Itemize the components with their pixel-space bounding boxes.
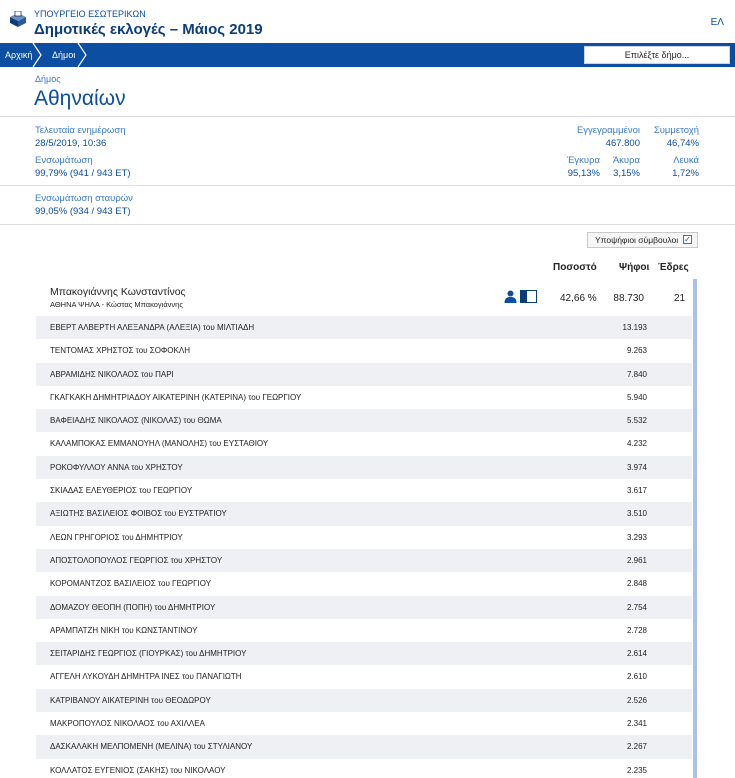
integration-label: Ενσωμάτωση (35, 155, 93, 166)
registered-value: 467.800 (605, 138, 640, 149)
app-header (0, 0, 735, 43)
breadcrumb-municipalities[interactable]: Δήμοι (52, 50, 76, 60)
candidate-name: ΕΒΕΡΤ ΑΛΒΕΡΤΗ ΑΛΕΞΑΝΔΡΑ (ΑΛΕΞΙΑ) του ΜΙΛΤΙΑΔΗ (50, 323, 255, 332)
candidate-votes: 2.235 (626, 765, 647, 775)
candidate-name: ΑΒΡΑΜΙΔΗΣ ΝΙΚΟΛΑΟΣ του ΠΑΡΙ (50, 369, 174, 379)
ballot-box-icon (9, 11, 27, 27)
divider (0, 116, 735, 117)
cross-integration-value: 99,05% (934 / 943 ΕΤ) (35, 206, 131, 217)
chevron-right-icon (77, 43, 87, 67)
party-votes: 88.730 (613, 293, 644, 304)
candidate-row[interactable] (36, 549, 692, 572)
last-update-label: Τελευταία ενημέρωση (35, 125, 126, 136)
candidate-name: ΜΑΚΡΟΠΟΥΛΟΣ ΝΙΚΟΛΑΟΣ του ΑΧΙΛΛΕΑ (50, 719, 205, 729)
registered-label: Εγγεγραμμένοι (576, 125, 640, 136)
candidate-votes: 7.840 (626, 369, 647, 379)
candidate-votes: 2.848 (626, 579, 647, 589)
candidate-votes: 3.974 (626, 462, 647, 472)
candidate-votes: 3.510 (626, 509, 647, 519)
party-leader-name: Μπακογιάννης Κωνσταντίνος (50, 286, 186, 298)
candidate-name: ΣΕΙΤΑΡΙΔΗΣ ΓΕΩΡΓΙΟΣ (ΓΙΟΥΡΚΑΣ) του ΔΗΜΗΤΡΙΟΥ (50, 649, 247, 659)
candidate-row[interactable] (36, 665, 692, 688)
party-color-rail (693, 279, 697, 778)
turnout-value: 46,74% (666, 138, 699, 149)
breadcrumb (0, 43, 735, 67)
select-municipality-button[interactable]: Επιλέξτε δήμο... (584, 46, 730, 64)
candidate-votes: 13.193 (622, 323, 647, 332)
candidate-row[interactable] (36, 456, 692, 479)
candidate-row[interactable] (36, 689, 692, 712)
integration-value: 99,79% (941 / 943 ΕΤ) (35, 168, 131, 179)
divider (0, 185, 735, 186)
valid-label: Έγκυρα (566, 155, 600, 166)
candidate-row[interactable] (36, 409, 692, 432)
candidate-votes: 3.293 (626, 532, 647, 542)
candidate-row[interactable] (36, 596, 692, 619)
candidate-name: ΚΟΡΟΜΑΝΤΖΟΣ ΒΑΣΙΛΕΙΟΣ του ΓΕΩΡΓΙΟΥ (50, 579, 212, 589)
candidate-votes: 2.267 (626, 742, 647, 752)
candidate-name: ΑΠΟΣΤΟΛΟΠΟΥΛΟΣ ΓΕΩΡΓΙΟΣ του ΧΡΗΣΤΟΥ (50, 555, 223, 565)
breadcrumb-home[interactable]: Αρχική (5, 50, 33, 60)
candidate-votes: 5.532 (626, 416, 647, 426)
invalid-label: Άκυρα (612, 155, 640, 166)
candidate-list (36, 316, 692, 778)
blank-value: 1,72% (672, 168, 699, 179)
candidate-name: ΣΚΙΑΔΑΣ ΕΛΕΥΘΕΡΙΟΣ του ΓΕΩΡΓΙΟΥ (50, 486, 193, 496)
page-title[interactable]: Δημοτικές εκλογές – Μάιος 2019 (34, 21, 263, 38)
chevron-right-icon (32, 43, 42, 67)
candidate-votes: 2.526 (626, 695, 647, 705)
vote-share-bar-icon (520, 290, 537, 303)
candidate-name: ΚΑΤΡΙΒΑΝΟΥ ΑΙΚΑΤΕΡΙΝΗ του ΘΕΟΔΩΡΟΥ (50, 695, 211, 705)
candidate-name: ΓΚΑΓΚΑΚΗ ΔΗΜΗΤΡΙΑΔΟΥ ΑΙΚΑΤΕΡΙΝΗ (ΚΑΤΕΡΙΝΑ) του ΓΕΩΡΓΙΟΥ (50, 392, 302, 402)
candidate-row[interactable] (36, 526, 692, 549)
candidate-name: ΑΓΓΕΛΗ ΛΥΚΟΥΔΗ ΔΗΜΗΤΡΑ ΙΝΕΣ του ΠΑΝΑΓΙΩΤΗ (50, 672, 242, 682)
candidate-row[interactable] (36, 759, 692, 778)
municipality-label: Δήμος (35, 74, 61, 84)
party-seats: 21 (674, 293, 686, 304)
turnout-label: Συμμετοχή (653, 125, 699, 136)
divider (0, 224, 735, 225)
candidate-name: ΡΟΚΟΦΥΛΛΟΥ ΑΝΝΑ του ΧΡΗΣΤΟΥ (50, 462, 183, 472)
candidate-row[interactable] (36, 712, 692, 735)
candidate-row[interactable] (36, 316, 692, 339)
candidate-name: ΛΕΩΝ ΓΡΗΓΟΡΙΟΣ του ΔΗΜΗΤΡΙΟΥ (50, 532, 183, 542)
valid-value: 95,13% (567, 168, 600, 179)
candidates-toggle[interactable] (587, 232, 698, 248)
candidate-row[interactable] (36, 619, 692, 642)
candidate-row[interactable] (36, 363, 692, 386)
candidate-votes: 5.940 (626, 392, 647, 402)
candidate-votes: 2.341 (626, 719, 647, 729)
municipality-name: Αθηναίων (34, 87, 126, 110)
invalid-value: 3,15% (613, 168, 640, 179)
candidate-name: ΤΕΝΤΟΜΑΣ ΧΡΗΣΤΟΣ του ΣΟΦΟΚΛΗ (50, 346, 190, 356)
candidate-row[interactable] (36, 339, 692, 362)
party-list-name: ΑΘΗΝΑ ΨΗΛΑ - Κώστας Μπακογιάννης (50, 300, 183, 309)
candidate-votes: 2.610 (626, 672, 647, 682)
candidate-row[interactable] (36, 735, 692, 758)
candidates-checkbox[interactable]: ✓ (684, 235, 691, 244)
candidate-votes: 2.728 (626, 625, 647, 635)
ministry-name[interactable]: ΥΠΟΥΡΓΕΙΟ ΕΣΩΤΕΡΙΚΩΝ (34, 9, 146, 19)
candidate-row[interactable] (36, 479, 692, 502)
candidate-row[interactable] (36, 572, 692, 595)
person-icon[interactable] (504, 290, 517, 303)
candidates-toggle-label: Υποψήφιοι σύμβουλοι (595, 235, 679, 245)
candidate-row[interactable] (36, 386, 692, 409)
column-header-seats[interactable]: Έδρες (658, 262, 689, 273)
candidate-name: ΑΞΙΩΤΗΣ ΒΑΣΙΛΕΙΟΣ ΦΟΙΒΟΣ του ΕΥΣΤΡΑΤΙΟΥ (50, 509, 227, 519)
candidate-name: ΒΑΦΕΙΑΔΗΣ ΝΙΚΟΛΑΟΣ (ΝΙΚΟΛΑΣ) του ΘΩΜΑ (50, 416, 222, 426)
column-header-votes[interactable]: Ψήφοι (619, 262, 650, 273)
party-percent: 42,66 % (560, 293, 597, 304)
vote-share-bar-fill (521, 291, 527, 302)
column-header-percent[interactable]: Ποσοστό (553, 262, 597, 273)
candidate-votes: 9.263 (626, 346, 647, 356)
candidate-name: ΚΟΛΛΑΤΟΣ ΕΥΓΕΝΙΟΣ (ΣΑΚΗΣ) του ΝΙΚΟΛΑΟΥ (50, 765, 226, 775)
candidate-name: ΔΑΣΚΑΛΑΚΗ ΜΕΛΠΟΜΕΝΗ (ΜΕΛΙΝΑ) του ΣΤΥΛΙΑΝΟΥ (50, 742, 253, 752)
candidate-votes: 2.754 (626, 602, 647, 612)
candidate-name: ΑΡΑΜΠΑΤΖΗ ΝΙΚΗ του ΚΩΝΣΤΑΝΤΙΝΟΥ (50, 625, 198, 635)
candidate-votes: 2.961 (626, 555, 647, 565)
candidate-row[interactable] (36, 432, 692, 455)
candidate-votes: 4.232 (626, 439, 647, 449)
blank-label: Λευκά (673, 155, 699, 166)
cross-integration-label: Ενσωμάτωση σταυρών (35, 193, 133, 204)
candidate-votes: 3.617 (626, 486, 647, 496)
last-update-value: 28/5/2019, 10:36 (35, 138, 107, 149)
candidate-name: ΚΑΛΑΜΠΟΚΑΣ ΕΜΜΑΝΟΥΗΛ (ΜΑΝΟΛΗΣ) του ΕΥΣΤΑΘΙΟΥ (50, 439, 269, 449)
candidate-row[interactable] (36, 502, 692, 525)
candidate-name: ΔΟΜΑΖΟΥ ΘΕΟΠΗ (ΠΟΠΗ) του ΔΗΜΗΤΡΙΟΥ (50, 602, 216, 612)
language-switch[interactable]: ΕΛ (710, 17, 724, 28)
candidate-votes: 2.614 (626, 649, 647, 659)
candidate-row[interactable] (36, 642, 692, 665)
